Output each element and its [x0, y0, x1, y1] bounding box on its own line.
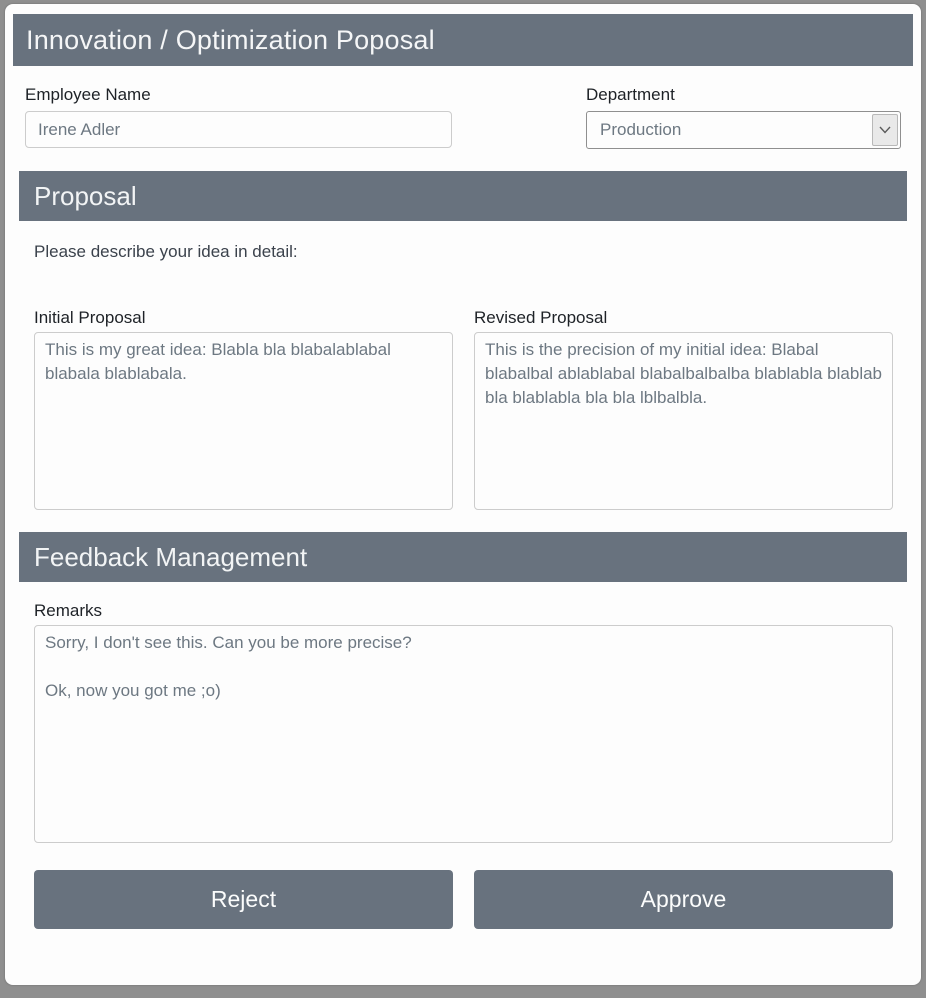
revised-proposal-label: Revised Proposal: [474, 308, 608, 327]
proposal-description-text: Please describe your idea in detail:: [34, 242, 298, 261]
approve-button[interactable]: Approve: [474, 870, 893, 929]
feedback-section-header: Feedback Management: [19, 532, 907, 582]
revised-proposal-textarea[interactable]: [474, 332, 893, 510]
form-card: [5, 4, 921, 985]
remarks-textarea[interactable]: [34, 625, 893, 843]
department-label: Department: [586, 85, 675, 104]
department-selected-value: Production: [600, 120, 682, 139]
remarks-label: Remarks: [34, 601, 103, 620]
proposal-columns: [34, 308, 893, 510]
initial-proposal-textarea[interactable]: [34, 332, 453, 510]
page-title: Innovation / Optimization Poposal: [13, 14, 913, 66]
chevron-down-icon: [872, 114, 898, 146]
remarks-group: [34, 601, 893, 843]
initial-proposal-label: Initial Proposal: [34, 308, 146, 327]
department-field-group: [586, 85, 901, 149]
top-fields-row: [25, 85, 901, 149]
action-buttons-row: [34, 870, 893, 929]
initial-proposal-group: [34, 308, 453, 510]
department-select[interactable]: [586, 111, 901, 149]
employee-name-field-group: [25, 85, 452, 149]
proposal-section-header: Proposal: [19, 171, 907, 221]
employee-name-label: Employee Name: [25, 85, 151, 104]
employee-name-input[interactable]: [25, 111, 452, 148]
revised-proposal-group: [474, 308, 893, 510]
reject-button[interactable]: Reject: [34, 870, 453, 929]
